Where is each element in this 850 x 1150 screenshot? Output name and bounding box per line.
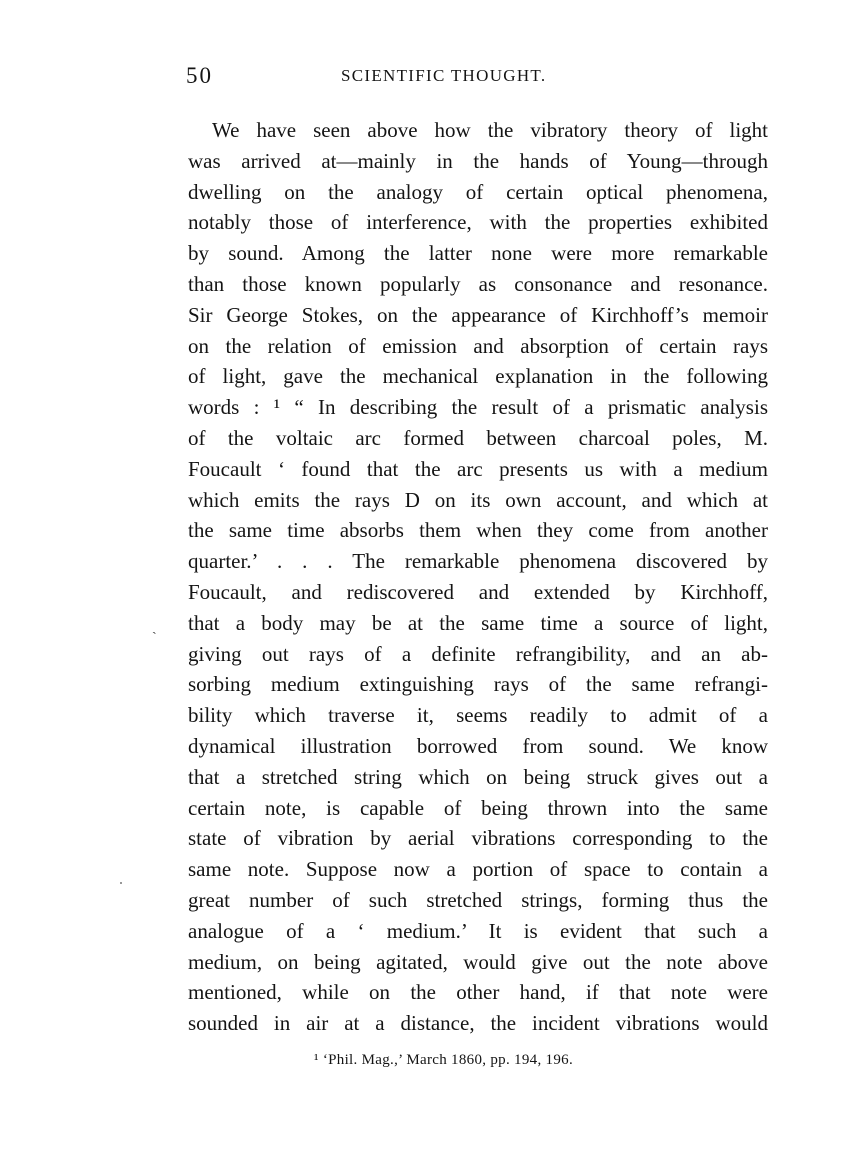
text-line: medium, on being agitated, would give out the note above xyxy=(188,949,768,974)
text-line: by sound. Among the latter none were more remarkable xyxy=(188,241,768,266)
body-text xyxy=(188,115,768,1039)
text-line: Foucault, and rediscovered and extended by Kirchhoff, xyxy=(188,579,768,604)
text-line: of light, gave the mechanical explanation in the following xyxy=(188,364,768,389)
text-line: notably those of interference, with the properties exhibited xyxy=(188,210,768,235)
text-line: the same time absorbs them when they come from another xyxy=(188,518,768,543)
text-line: certain note, is capable of being thrown into the same xyxy=(188,795,768,820)
text-line: We have seen above how the vibratory theory of light xyxy=(212,118,768,142)
text-line: mentioned, while on the other hand, if that note were xyxy=(188,980,768,1005)
text-line: that a stretched string which on being struck gives out a xyxy=(188,764,768,789)
text-line: than those known popularly as consonance and resonance. xyxy=(188,271,768,296)
text-line: giving out rays of a definite refrangibility, and an ab- xyxy=(188,641,768,666)
text-line: dynamical illustration borrowed from sound. We know xyxy=(188,733,768,758)
text-line: same note. Suppose now a portion of space to contain a xyxy=(188,857,768,882)
text-line: analogue of a ‘ medium.’ It is evident that such a xyxy=(188,918,768,943)
page-number: 50 xyxy=(186,63,213,88)
text-line: dwelling on the analogy of certain optical phenomena, xyxy=(188,179,768,204)
margin-mark: ˎ xyxy=(152,620,157,635)
text-line: Sir George Stokes, on the appearance of Kirchhoff’s memoir xyxy=(188,302,768,327)
text-line: on the relation of emission and absorption of certain rays xyxy=(188,333,768,358)
text-line: was arrived at—mainly in the hands of Young—through xyxy=(188,148,768,173)
text-line: state of vibration by aerial vibrations corresponding to the xyxy=(188,826,768,851)
page-header xyxy=(186,63,768,95)
footnote: ¹ ‘Phil. Mag.,’ March 1860, pp. 194, 196. xyxy=(314,1052,573,1068)
text-line: great number of such stretched strings, forming thus the xyxy=(188,887,768,912)
text-line: sorbing medium extinguishing rays of the same refrangi- xyxy=(188,672,768,697)
text-line: quarter.’ . . . The remarkable phenomena discovered by xyxy=(188,549,768,574)
text-line: bility which traverse it, seems readily to admit of a xyxy=(188,703,768,728)
text-line: sounded in air at a distance, the incident vibrations would xyxy=(188,1011,768,1036)
text-line: of the voltaic arc formed between charcoal poles, M. xyxy=(188,425,768,450)
text-line: that a body may be at the same time a source of light, xyxy=(188,610,768,635)
text-line: Foucault ‘ found that the arc presents us with a medium xyxy=(188,456,768,481)
text-line: which emits the rays D on its own account, and which at xyxy=(188,487,768,512)
text-line: words : ¹ “ In describing the result of a prismatic analysis xyxy=(188,395,768,420)
running-head: SCIENTIFIC THOUGHT. xyxy=(341,66,547,85)
speck xyxy=(120,882,122,884)
